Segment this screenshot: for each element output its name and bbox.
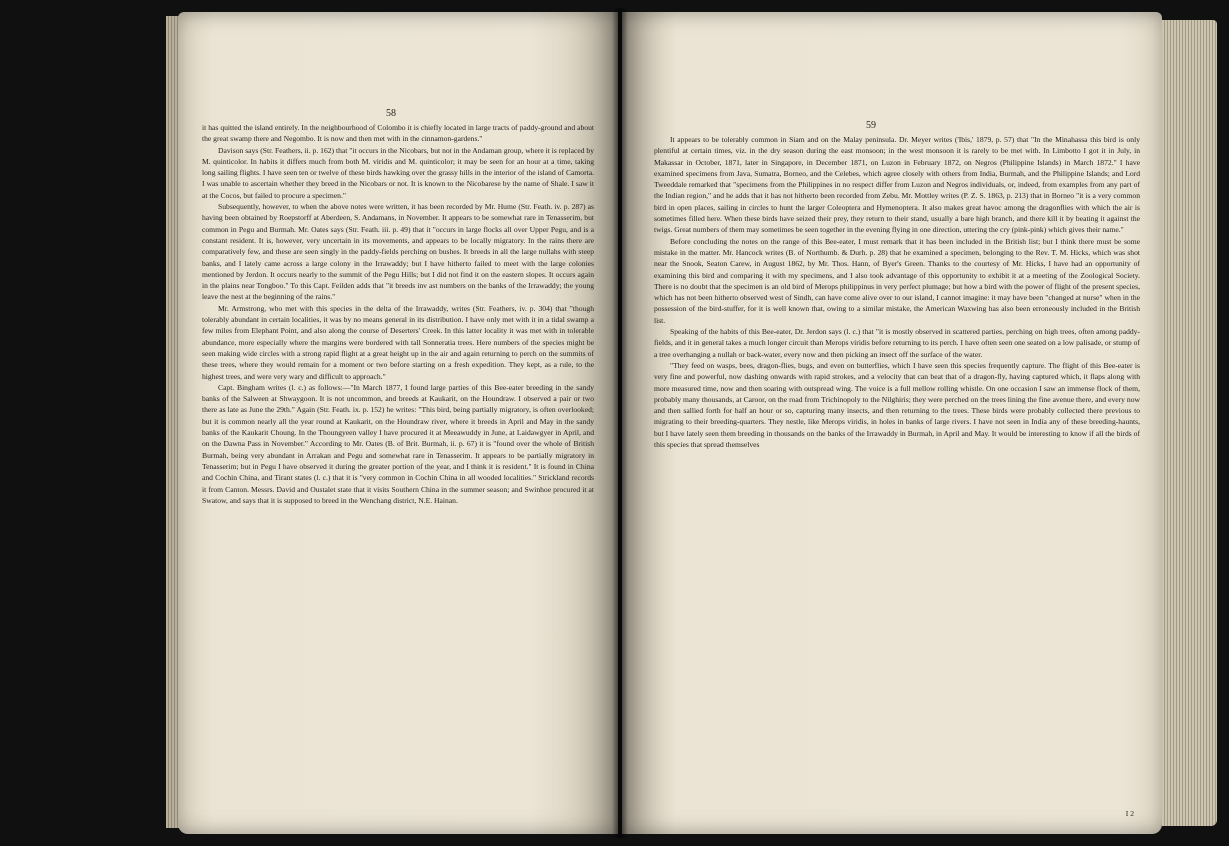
book-gutter (612, 8, 628, 838)
right-paragraph: It appears to be tolerably common in Siam and on the Malay peninsula. Dr. Meyer writes ('Ibis,' 1879, p. 57) that "In the Minahassa this bird is only plentiful at certain times, viz. in the dry season during the east monsoon; in the west monsoon it is rarely to be met with. In Limbotto I got it in July, in Makassar in October, 1871, later in Singapore, in December 1871, on Luzon in February 1872, on Negros (Philippine Islands) in March 1872." I have examined specimens from Java, Sumatra, Borneo, and the Celebes, which agree closely with others from India, Burmah, and the Philippine Islands; and Lord Tweeddale remarked that "specimens from the Philippines in no respect differ from Luzon and Negros individuals, or, indeed, from examples from any part of the Indian region," and he adds that it has not hitherto been recorded from Zebu. Mr. Mottley writes (P. Z. S. 1863, p. 213) that in Borneo "it is a very common bird in open places, sailing in circles to hunt the larger Coleoptera and Hymenoptera. It also makes great havoc among the dragonflies with which the air is sometimes filled here. When these birds have seized their prey, they return to their stand, usually a bare high branch, and there kill it by beating it against the twigs. Great numbers of them may sometimes be seen together in the evening flying in one direction, uttering the cry (pink-pink) which gives their name." (654, 135, 1140, 235)
right-paragraph: Speaking of the habits of this Bee-eater, Dr. Jerdon says (l. c.) that "it is mostly observed in scattered parties, perching on high trees, often among paddy-fields, and it in general takes a much longer circuit than Merops viridis before returning to its perch. I have often seen one seated on a low palisade, or stump of a tree overhanging a nullah or back-water, every now and then picking an insect off the surface of the water. (654, 327, 1140, 359)
right-page-body (654, 134, 1140, 450)
left-paragraph: Subsequently, however, to when the above notes were written, it has been recorded by Mr. Hume (Str. Feath. iv. p. 287) as having been obtained by Roepstorff at Aberdeen, S. Andamans, in November. It appears to be somewhat rare in Tenasserim, but common in Pegu and Burmah. Mr. Oates says (Str. Feath. iii. p. 49) that it "occurs in large flocks all over Upper Pegu, and is a constant resident. It is, however, very uncertain in its movements, and appears to be locally migratory. In the rains there are comparatively few, and these are seen singly in the paddy-fields perching on bushes. It breeds in all the large nullahs with steep banks, and I lately came across a large colony in the Irrawaddy; but I have hitherto failed to meet with the large colonies mentioned by Jerdon. It occurs nearly to the summit of the Pegu Hills; but I did not find it on the eastern slopes. It occurs again in the plains near Tongboo." To this Capt. Feilden adds that "it breeds inv ast numbers on the banks of the Irrawaddy; the young leave the nest at the beginning of the rains." (202, 202, 594, 302)
left-page-number: 58 (386, 108, 396, 119)
right-paragraph: "They feed on wasps, bees, dragon-flies, bugs, and even on butterflies, which I have seen this species frequently capture. The flight of this Bee-eater is very fine and powerful, now dashing onwards with rapid strokes, and a velocity that can beat that of a dragon-fly, having captured which, it flaps along with more measured time, now and then soaring with outspread wing. The voice is a full mellow rolling whistle. On one occasion I saw an immense flock of them, probably many thousands, at Caroor, on the road from Trichinopoly to the Nilghiris; they were perched on the trees lining the fine avenue there, and every now and then sallied forth for half an hour or so, capturing many insects, and then returning to the trees. These birds were probably collected there previous to migrating to their breeding-quarters. They nestle, like Merops viridis, in holes in banks of large rivers. I have not seen in India any of these breeding-haunts, but I have lately seen them breeding in thousands on the banks of the Irrawaddy in Burmah, in April and May. It would be interesting to know if all the birds of this species that spread themselves (654, 360, 1140, 450)
left-paragraph: Davison says (Str. Feathers, ii. p. 162) that "it occurs in the Nicobars, but not in the Andaman group, where it is replaced by M. quinticolor. In habits it differs much from both M. viridis and M. quinticolor; it may be seen for an hour at a time, taking long sailing flights. I have seen ten or twelve of these birds hawking over the grassy hills in the interior of the island of Camorta. I was unable to ascertain whether they breed in the Nicobars or not. It is known to the Nicobarese by the name of Shale. I saw it at the Cocos, but failed to procure a specimen." (202, 145, 594, 200)
left-page (178, 12, 618, 834)
left-paragraph: Mr. Armstrong, who met with this species in the delta of the Irrawaddy, writes (Str. Feathers, iv. p. 304) that "though tolerably abundant in certain localities, it was by no means general in its distribution. I have only met with it in a tidal swamp a few miles from Elephant Point, and also along the course of Deserters' Creek. In this latter locality it was met with in tolerable abundance, more especially where the margins were bordered with tall Sonneratia trees. Here numbers of the species might be seen making wide circles with a strong rapid flight at a great height up in the air and again returning to perch on the summits of these trees, where they would remain for a moment or two before starting on a fresh expedition. They kept, as a rule, to the highest trees, and were very wary and difficult to approach." (202, 303, 594, 381)
left-paragraph: Capt. Bingham writes (l. c.) as follows:—"In March 1877, I found large parties of this Bee-eater breeding in the sandy banks of the Salween at Shwaygoon. It is not uncommon, and breeds at Kaukarit, on the Houndraw. I observed a pair or two there as late as June the 29th." Again (Str. Feath. ix. p. 152) he writes: "This bird, being partially migratory, is often overlooked; but it is common nearly all the year round at Kaukarit, on the Houndraw river, where it breeds in April and May in the sandy banks of the Kaukarit Choung. In the Thoungyeen valley I have procured it at Meeawuddy in June, at Laidawgyer in April, and on the Dawna Pass in November." According to Mr. Oates (B. of Brit. Burmah, ii. p. 67) it is "found over the whole of British Burmah, being very abundant in Arrakan and Pegu and somewhat rare in Tenasserim. It appears to be partially migratory in Tenasserim; but in Pegu I have observed it during the greater portion of the year, and I think it is resident." It is found in China and Cochin China, and Tirant states (l. c.) that it is "very common in Cochin China in all wooded localities." Strickland records it from Canton. Messrs. David and Oustalet state that it visits Southern China in the summer season; and Swinhoe procured it at Swatow, and says that it is supposed to breed in the Wenchang district, N.E. Hainan. (202, 382, 594, 505)
signature-mark: I 2 (1125, 809, 1134, 818)
right-page-edges (1162, 20, 1217, 826)
right-paragraph: Before concluding the notes on the range of this Bee-eater, I must remark that it has been included in the British list; but I think there must be some mistake in the matter. Mr. Hancock writes (B. of Northumb. & Durh. p. 28) that he examined a specimen, belonging to the Rev. T. M. Hicks, which was shot near the Snook, Seaton Carew, in August 1862, by Mr. Thos. Hann, of Byer's Green. Thanks to the courtesy of Mr. Hicks, I have had an opportunity of examining this bird and comparing it with my specimens, and I also took advantage of this opportunity to exhibit it at a meeting of the Zoological Society. There is no doubt that the specimen is an old bird of Merops philippinus in very perfect plumage; but how a bird with the power of flight of the present species, which has not been hitherto observed west of Sindh, can have come alive over to our island, I cannot imagine: it may have been "changed at nurse" when in the possession of the bird-stuffer, for it is well known that, owing to a similar mistake, the American Waxwing has also been erroneously included in the British list. (654, 236, 1140, 325)
left-paragraph: it has quitted the island entirely. In the neighbourhood of Colombo it is chiefly located in large tracts of paddy-ground and about the great swamp there and Negombo. It is now and then met with in the cinnamon-gardens." (202, 123, 594, 144)
right-page-number: 59 (866, 120, 876, 131)
left-page-body (202, 122, 594, 506)
right-page (622, 12, 1162, 834)
